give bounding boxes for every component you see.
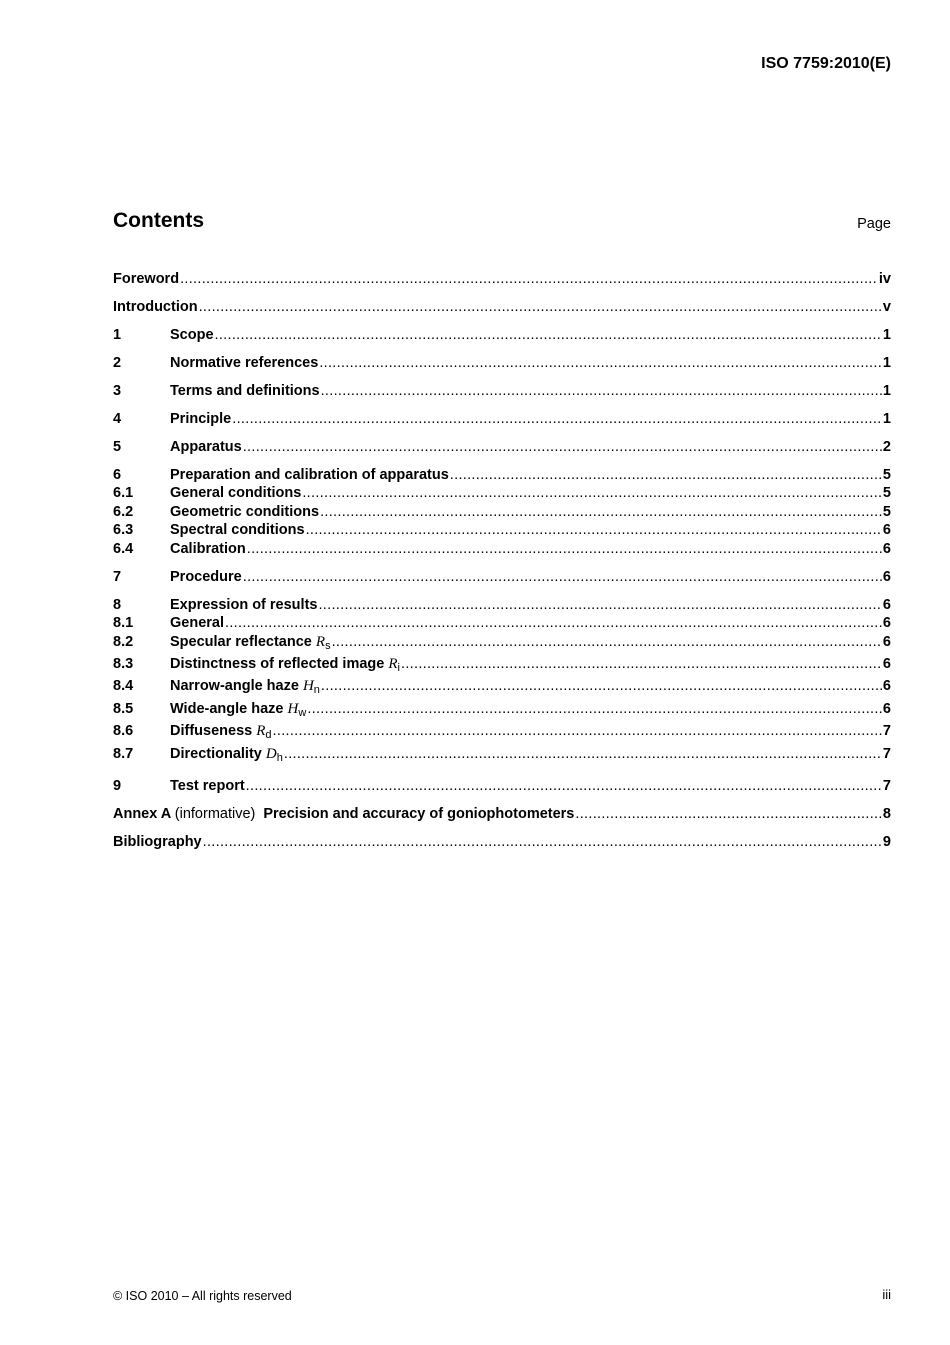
toc-entry-number: 8.3 [113,656,134,672]
toc-entry-title-text: Wide-angle haze [170,701,284,717]
toc-entry-number: 8.1 [113,615,134,631]
toc-entry-number: 6 [113,467,122,483]
toc-entry[interactable] [113,614,891,632]
toc-entry-title [170,466,449,484]
toc-dot-leader [246,777,882,795]
toc-entry-title-text: Preparation and calibration of apparatus [170,467,449,483]
toc-entry[interactable] [113,568,891,586]
toc-entry-page: 5 [882,504,891,520]
toc-entry-title-text: Geometric conditions [170,504,320,520]
toc-dot-leader [199,298,882,316]
toc-entry-symbol: $R_d$ [256,723,272,741]
toc-entry-number: 7 [113,569,122,585]
toc-entry[interactable] [113,805,891,823]
toc-entry-symbol-subscript: d [265,729,272,741]
toc-dot-leader [232,410,882,428]
toc-entry-title-text: Foreword [113,271,180,287]
toc-entry-page: 6 [882,569,891,585]
toc-entry-title [170,596,317,614]
toc-entry[interactable] [113,540,891,558]
toc-entry-title [170,521,305,539]
toc-entry-title [170,677,320,695]
toc-entry-page: 1 [882,411,891,427]
toc-entry-title [170,700,306,718]
toc-entry-page: 1 [882,383,891,399]
toc-entry-number: 6.1 [113,485,134,501]
toc-entry[interactable] [113,438,891,456]
toc-entry-page: 6 [882,597,891,613]
page-column-heading: Page [857,216,891,232]
toc-entry-page: 6 [882,522,891,538]
toc-entry-number: 8.7 [113,746,134,762]
toc-entry-title [170,354,318,372]
contents-title: Contents [113,209,204,232]
toc-entry[interactable] [113,354,891,372]
toc-entry-number: 4 [113,411,122,427]
toc-entry-page: 6 [882,678,891,694]
toc-entry[interactable] [113,722,891,740]
toc-entry-number: 6.2 [113,504,134,520]
toc-dot-leader [320,503,882,521]
toc-entry-title-text: Apparatus [170,439,242,455]
toc-entry[interactable] [113,596,891,614]
toc-entry-title-text: General [170,615,224,631]
toc-entry-title [170,568,242,586]
toc-entry-number: 8.5 [113,701,134,717]
toc-entry-number: 6.4 [113,541,134,557]
toc-entry-page: 6 [882,541,891,557]
toc-entry[interactable] [113,521,891,539]
toc-dot-leader [332,633,882,651]
toc-dot-leader [180,270,878,288]
toc-entry[interactable] [113,270,891,288]
toc-dot-leader [401,655,882,673]
toc-entry-number: 3 [113,383,122,399]
toc-entry-title [170,326,214,344]
toc-entry-symbol-subscript: i [397,662,400,674]
toc-entry-page: 7 [882,723,891,739]
toc-entry[interactable] [113,777,891,795]
toc-entry-symbol: $D_h$ [265,746,283,764]
toc-entry-symbol: $H_n$ [302,678,320,696]
toc-entry-title-text: Procedure [170,569,242,585]
toc-entry-page: 6 [882,656,891,672]
toc-entry-title [170,540,246,558]
toc-dot-leader [321,677,882,695]
toc-entry-page: 5 [882,467,891,483]
toc-entry-page: 1 [882,355,891,371]
toc-entry-title [113,298,198,316]
toc-entry-symbol-subscript: w [298,707,307,719]
toc-entry[interactable] [113,677,891,695]
toc-entry-title-text: Scope [170,327,214,343]
toc-entry-title [170,655,400,673]
toc-entry-page: 1 [882,327,891,343]
toc-entry-title [170,745,283,763]
toc-entry-title-text: Directionality [170,746,262,762]
toc-entry-title-text: Normative references [170,355,319,371]
toc-entry[interactable] [113,655,891,673]
toc-dot-leader [575,805,882,823]
toc-entry-title-text: Narrow-angle haze [170,678,299,694]
toc-entry-page: v [882,299,891,315]
toc-entry-number: 5 [113,439,122,455]
toc-entry-title [170,633,331,651]
toc-entry-title [170,382,320,400]
toc-entry-title [113,805,574,823]
toc-entry-page: iv [878,271,891,287]
toc-dot-leader [318,596,881,614]
toc-entry-title-text: Terms and definitions [170,383,320,399]
toc-entry[interactable] [113,503,891,521]
toc-entry-page: 6 [882,615,891,631]
toc-entry-page: 7 [882,746,891,762]
toc-entry-title-text: Calibration [170,541,246,557]
toc-entry-title-text: Test report [170,778,245,794]
toc-entry[interactable] [113,484,891,502]
toc-entry-number: 2 [113,355,122,371]
toc-entry[interactable] [113,382,891,400]
toc-dot-leader [321,382,882,400]
toc-entry-title [113,270,179,288]
toc-entry-title-text: Distinctness of reflected image [170,656,385,672]
toc-entry-page: 8 [882,806,891,822]
toc-entry[interactable] [113,326,891,344]
toc-entry-title-text: Introduction [113,299,198,315]
toc-entry-title [170,722,272,740]
toc-entry-title [170,484,301,502]
toc-entry[interactable] [113,633,891,651]
toc-entry-title-text: Annex A [113,806,171,822]
toc-entry-page: 6 [882,634,891,650]
toc-entry-number: 9 [113,778,122,794]
toc-dot-leader [302,484,882,502]
copyright-notice: © ISO 2010 – All rights reserved [113,1289,292,1303]
toc-entry-symbol-subscript: n [313,684,320,696]
toc-dot-leader [306,521,882,539]
toc-entry-title [170,503,319,521]
toc-entry-title [170,410,231,428]
toc-dot-leader [273,722,882,740]
toc-entry-title-text: Bibliography [113,834,202,850]
toc-dot-leader [203,833,882,851]
toc-dot-leader [247,540,882,558]
toc-entry[interactable] [113,410,891,428]
toc-dot-leader [215,326,882,344]
toc-entry-symbol-subscript: s [325,640,331,652]
toc-entry-page: 6 [882,701,891,717]
toc-entry-page: 5 [882,485,891,501]
toc-entry-title [113,833,202,851]
toc-entry-symbol-subscript: h [276,752,283,764]
toc-entry-title [170,614,224,632]
toc-dot-leader [243,438,882,456]
toc-entry-number: 8.6 [113,723,134,739]
standard-id: ISO 7759:2010(E) [761,55,891,72]
toc-entry[interactable] [113,745,891,763]
toc-entry-number: 8.2 [113,634,134,650]
toc-entry-title-text: Specular reflectance [170,634,312,650]
toc-entry-symbol: $R_s$ [315,634,331,652]
toc-entry-page: 9 [882,834,891,850]
toc-entry-number: 8 [113,597,122,613]
toc-entry-title-text: Spectral conditions [170,522,305,538]
toc-entry[interactable] [113,700,891,718]
toc-entry-qualifier: (informative) [174,806,256,822]
toc-entry-number: 8.4 [113,678,134,694]
toc-dot-leader [319,354,882,372]
toc-entry-symbol: $R_i$ [388,656,400,674]
toc-entry-title-text: Principle [170,411,232,427]
toc-entry-title-text: General conditions [170,485,302,501]
toc-dot-leader [243,568,882,586]
toc-entry-symbol: $H_w$ [287,701,307,719]
toc-entry-page: 2 [882,439,891,455]
toc-entry[interactable] [113,833,891,851]
toc-entry[interactable] [113,466,891,484]
toc-dot-leader [225,614,882,632]
toc-entry-title [170,438,242,456]
toc-entry-number: 1 [113,327,122,343]
toc-entry-subtitle: Precision and accuracy of goniophotometers [263,806,575,822]
toc-dot-leader [307,700,882,718]
toc-entry-title-text: Diffuseness [170,723,253,739]
toc-dot-leader [284,745,882,763]
toc-dot-leader [450,466,882,484]
page-number: iii [882,1287,891,1302]
toc-entry-number: 6.3 [113,522,134,538]
toc-entry-title [170,777,245,795]
toc-entry-page: 7 [882,778,891,794]
toc-entry[interactable] [113,298,891,316]
toc-entry-title-text: Expression of results [170,597,318,613]
